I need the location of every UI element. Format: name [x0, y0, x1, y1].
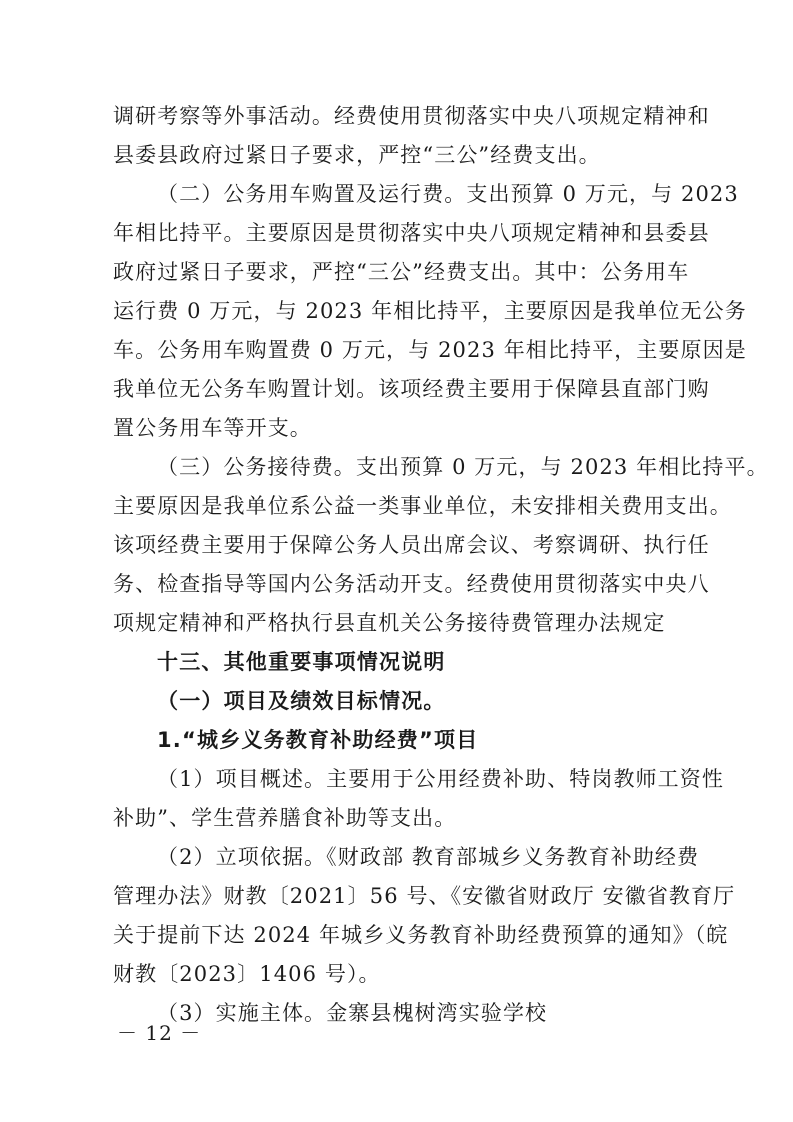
paragraph-line: 务、检查指导等国内公务活动开支。经费使用贯彻落实中央八: [113, 572, 710, 596]
paragraph-line: 项规定精神和严格执行县直机关公务接待费管理办法规定: [113, 611, 666, 635]
paragraph-line: （3）实施主体。金寨县槐树湾实验学校: [157, 1001, 548, 1025]
paragraph-line: （三）公务接待费。支出预算 0 万元，与 2023 年相比持平。: [157, 455, 769, 479]
paragraph-line: （二）公务用车购置及运行费。支出预算 0 万元，与 2023: [157, 182, 739, 206]
subsection-heading: （一）项目及绩效目标情况。: [157, 689, 446, 713]
paragraph-line: 关于提前下达 2024 年城乡义务教育补助经费预算的通知》（皖: [113, 923, 729, 947]
paragraph-line: 运行费 0 万元，与 2023 年相比持平，主要原因是我单位无公务: [113, 299, 747, 323]
paragraph-line: 年相比持平。主要原因是贯彻落实中央八项规定精神和县委县: [113, 221, 710, 245]
paragraph-line: 主要原因是我单位系公益一类事业单位，未安排相关费用支出。: [113, 494, 732, 518]
paragraph-line: 该项经费主要用于保障公务人员出席会议、考察调研、执行任: [113, 533, 710, 557]
paragraph-line: （2）立项依据。《财政部 教育部城乡义务教育补助经费: [157, 845, 700, 869]
project-heading: 1.“城乡义务教育补助经费”项目: [157, 728, 479, 752]
section-heading: 十三、其他重要事项情况说明: [157, 650, 446, 674]
paragraph-line: 财教〔2023〕1406 号）。: [113, 962, 381, 986]
paragraph-line: 政府过紧日子要求，严控“三公”经费支出。其中：公务用车: [113, 260, 690, 284]
document-body: [113, 97, 769, 1033]
paragraph-line: 县委县政府过紧日子要求，严控“三公”经费支出。: [113, 143, 601, 167]
paragraph-line: （1）项目概述。主要用于公用经费补助、特岗教师工资性: [157, 767, 724, 791]
page-number: － 12 －: [117, 1021, 202, 1045]
paragraph-line: 我单位无公务车购置计划。该项经费主要用于保障县直部门购: [113, 377, 710, 401]
paragraph-line: 车。公务用车购置费 0 万元，与 2023 年相比持平，主要原因是: [113, 338, 747, 362]
paragraph-line: 调研考察等外事活动。经费使用贯彻落实中央八项规定精神和: [113, 104, 710, 128]
paragraph-line: 管理办法》财教〔2021〕56 号、《安徽省财政厅 安徽省教育厅: [113, 884, 736, 908]
paragraph-line: 置公务用车等开支。: [113, 416, 312, 440]
paragraph-line: 补助”、学生营养膳食补助等支出。: [113, 806, 457, 830]
